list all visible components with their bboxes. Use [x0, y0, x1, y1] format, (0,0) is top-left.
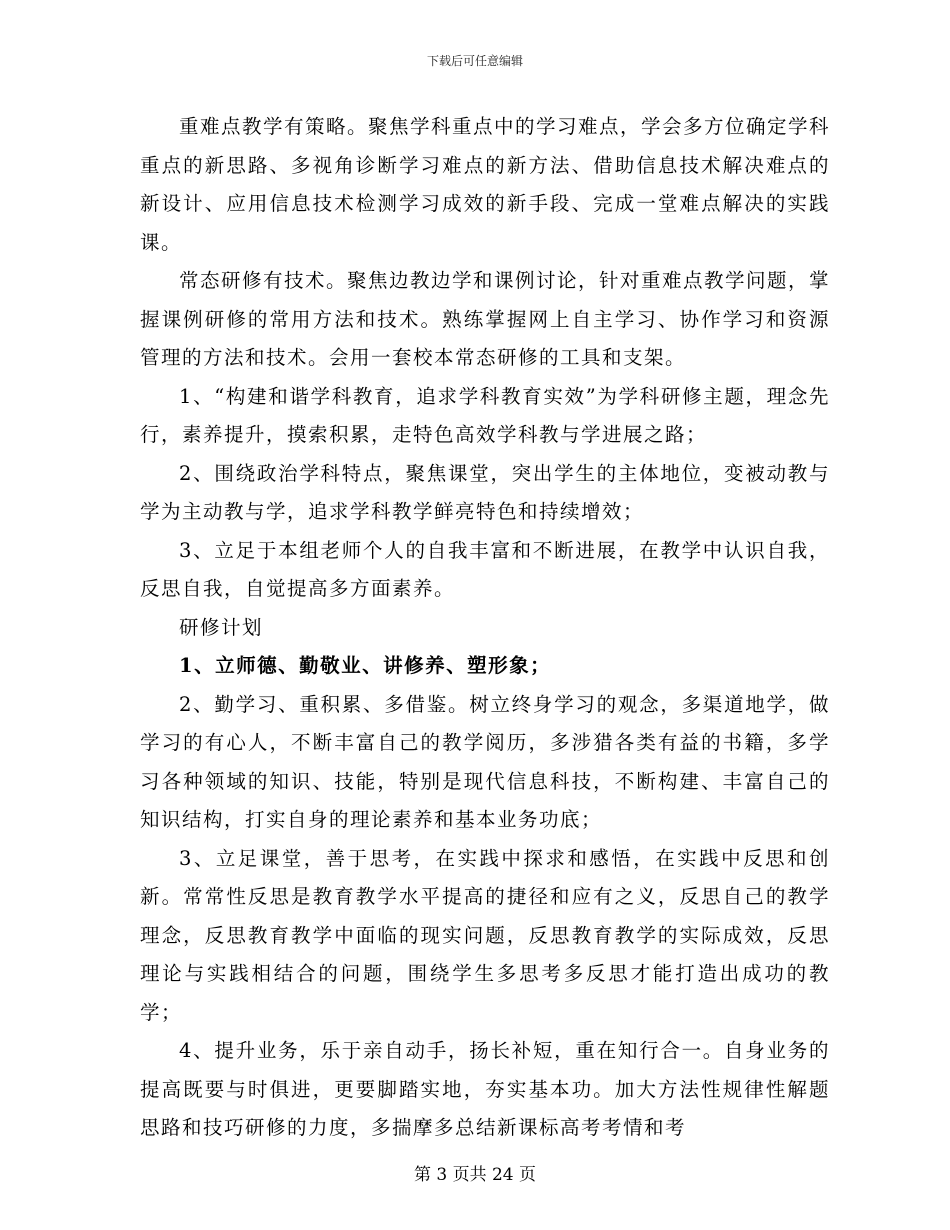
paragraph: 3、立足课堂，善于思考，在实践中探求和感悟，在实践中反思和创新。常常性反思是教育教学水平提高的捷径和应有之义，反思自己的教学理念，反思教育教学中面临的现实问题，反思教育教学的实际成效，反思理论与实践相结合的问题，围绕学生多思考多反思才能打造出成功的教学；: [140, 846, 830, 1024]
bold-item: 1、立师德、勤敬业、讲修养、塑形象；: [179, 654, 552, 677]
paragraph: 重难点教学有策略。聚焦学科重点中的学习难点，学会多方位确定学科重点的新思路、多视角诊断学习难点的新方法、借助信息技术解决难点的新设计、应用信息技术检测学习成效的新手段、完成一堂难点解决的实践课。: [140, 115, 831, 254]
section-heading: 研修计划: [179, 615, 264, 639]
paragraph: 1、“构建和谐学科教育，追求学科教育实效”为学科研修主题，理念先行，素养提升，摸索积累，走特色高效学科教与学进展之路；: [140, 384, 830, 446]
paragraph: 2、勤学习、重积累、多借鉴。树立终身学习的观念，多渠道地学，做学习的有心人，不断丰富自己的教学阅历，多涉猎各类有益的书籍，多学习各种领域的知识、技能，特别是现代信息科技，不断构建、丰富自己的知识结构，打实自身的理论素养和基本业务功底；: [140, 692, 830, 831]
paragraph: 3、立足于本组老师个人的自我丰富和不断进展，在教学中认识自我，反思自我，自觉提高多方面素养。: [140, 538, 830, 600]
page-footer: 第 3 页共 24 页: [413, 1165, 537, 1185]
paragraph: 2、围绕政治学科特点，聚焦课堂，突出学生的主体地位，变被动教与学为主动教与学，追求学科教学鲜亮特色和持续增效；: [140, 461, 830, 523]
paragraph: 常态研修有技术。聚焦边教边学和课例讨论，针对重难点教学问题，掌握课例研修的常用方法和技术。熟练掌握网上自主学习、协作学习和资源管理的方法和技术。会用一套校本常态研修的工具和支架。: [140, 269, 831, 369]
page-header: 下载后可任意编辑: [426, 54, 523, 68]
document-body: [140, 108, 830, 1148]
paragraph: 4、提升业务，乐于亲自动手，扬长补短，重在知行合一。自身业务的提高既要与时俱进，更要脚踏实地，夯实基本功。加大方法性规律性解题思路和技巧研修的力度，多揣摩多总结新课标高考考情和考: [140, 1039, 830, 1139]
